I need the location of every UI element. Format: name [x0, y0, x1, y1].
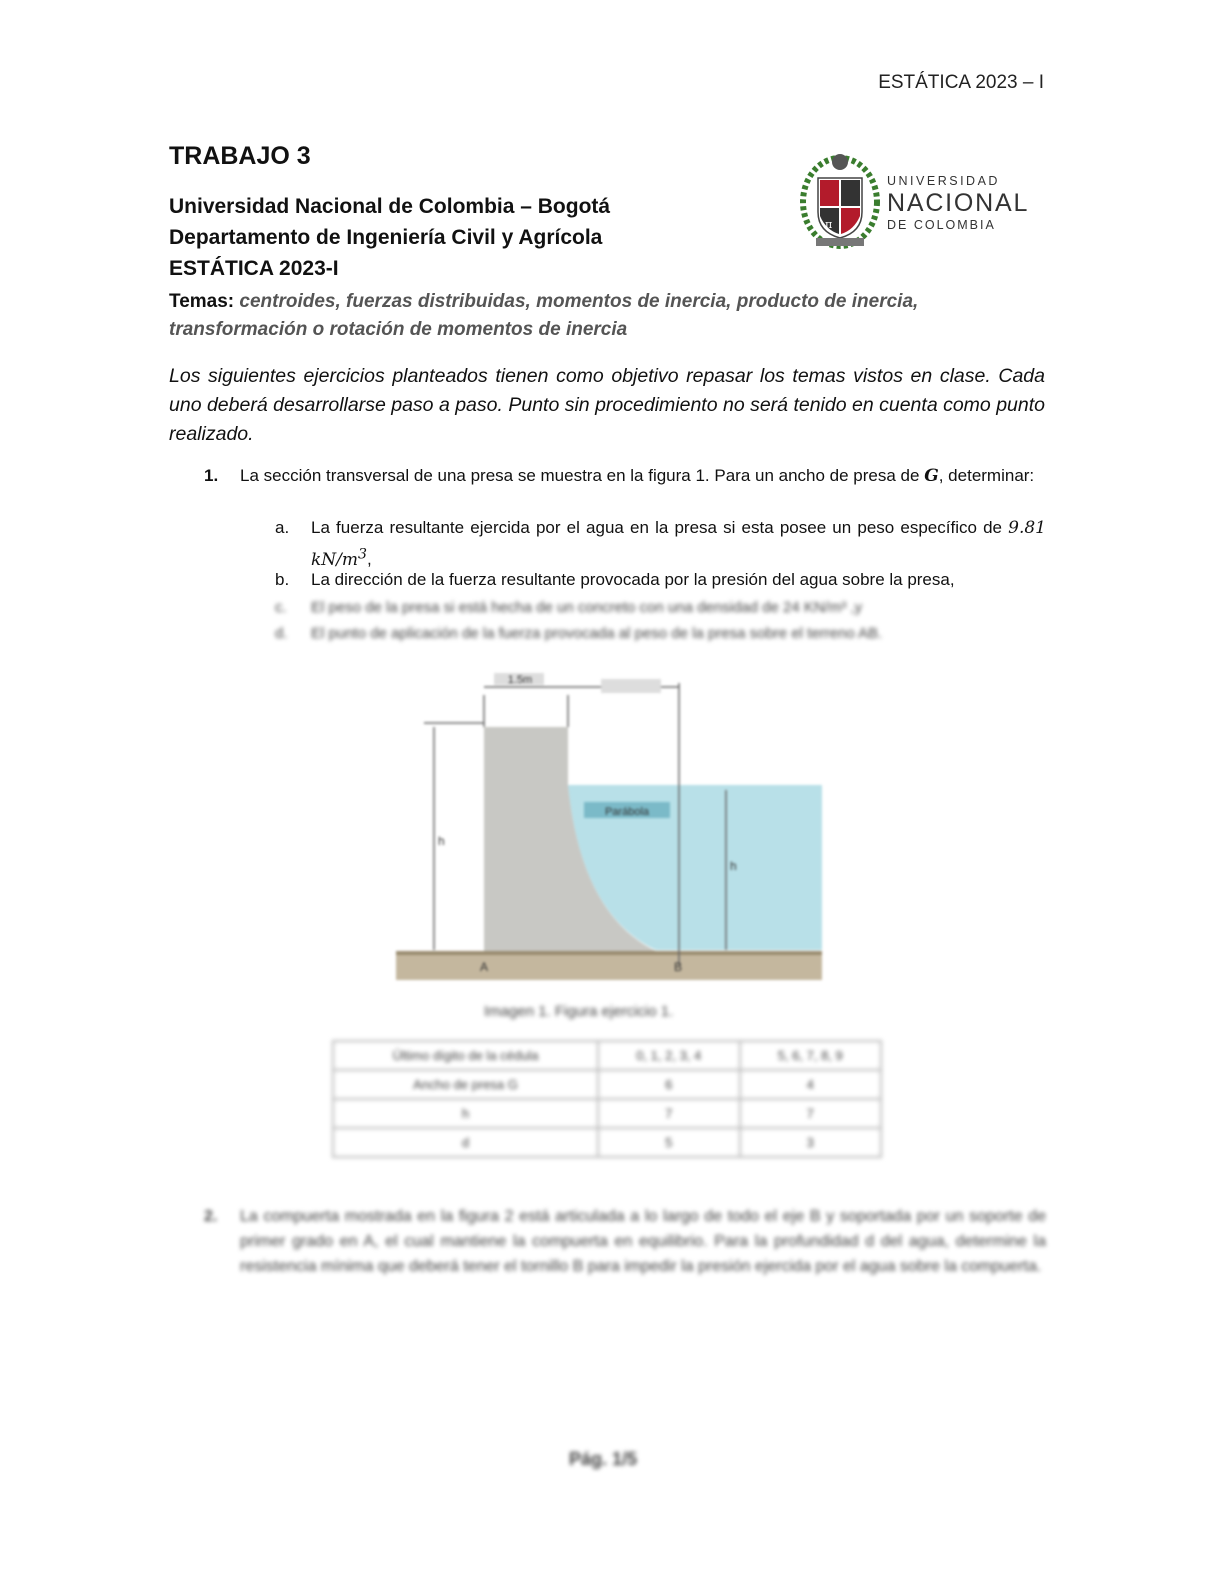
course-name: ESTÁTICA 2023-I [169, 257, 339, 280]
svg-text:π: π [825, 218, 833, 231]
university-seal-icon [800, 150, 880, 250]
table-header-cell: 5, 6, 7, 8, 9 [740, 1041, 882, 1070]
question-2-number: 2. [204, 1208, 218, 1225]
table-row [333, 1070, 881, 1099]
item-a-text: La fuerza resultante ejercida por el agua en la presa si esta posee un peso específico de [311, 518, 1002, 537]
question-1-text-before: La sección transversal de una presa se muestra en la figura 1. Para un ancho de presa de [240, 466, 925, 485]
table-cell: 4 [740, 1070, 882, 1099]
table-cell: h [333, 1099, 598, 1128]
table-header-row [333, 1041, 881, 1070]
table-row [333, 1128, 881, 1157]
item-b-label: b. [275, 570, 290, 589]
table-header-cell: Último dígito de la cédula [333, 1041, 598, 1070]
table-cell: 3 [740, 1128, 882, 1157]
right-dimension: h [730, 859, 737, 873]
department-name: Departamento de Ingeniería Civil y Agrícola [169, 226, 603, 249]
item-b-text: La dirección de la fuerza resultante provocada por la presión del agua sobre la presa, [311, 570, 955, 589]
item-a-math-base: 9.81 kN/m [311, 518, 1046, 570]
table-cell: 7 [598, 1099, 740, 1128]
table-header-cell: 0, 1, 2, 3, 4 [598, 1041, 740, 1070]
item-a-math-exp: 3 [358, 546, 368, 562]
topics-list: centroides, fuerzas distribuidas, momentos de inercia, producto de inercia, transformación o rotación de momentos de inercia [169, 291, 919, 340]
topics-label: Temas: [169, 291, 235, 312]
question-2-text: La compuerta mostrada en la figura 2 está articulada a lo largo de todo el eje B y soportada por un soporte de primer grado en A, el cual mantiene la compuerta en equilibrio. Para la profundidad d del agua, determine la resistencia mínima que deberá tener el tornillo B para impedir la presión ejercida por el agua sobre la compuerta. [240, 1208, 1046, 1275]
item-d-label: d. [275, 625, 288, 642]
table-cell: 5 [598, 1128, 740, 1157]
document-title: TRABAJO 3 [169, 142, 311, 170]
figure-caption: Imagen 1. Figura ejercicio 1. [484, 1003, 674, 1020]
logo-line-1: UNIVERSIDAD [887, 174, 1000, 188]
table-row [333, 1099, 881, 1128]
topics [169, 288, 1045, 344]
table-cell: 7 [740, 1099, 882, 1128]
left-dimension: h [438, 834, 445, 848]
question-1-number: 1. [204, 466, 219, 485]
point-b: B [674, 960, 683, 974]
point-a: A [480, 960, 489, 974]
item-a-label: a. [275, 518, 290, 537]
dam-figure [396, 665, 822, 980]
logo-line-3: DE COLOMBIA [887, 218, 996, 232]
top-dimension: 1.5m [507, 674, 533, 686]
parabola-label: Parábola [604, 806, 650, 818]
item-c-label: c. [275, 599, 287, 616]
university-logo-text [887, 174, 1029, 232]
item-d-text: El punto de aplicación de la fuerza provocada al peso de la presa sobre el terreno AB. [311, 625, 883, 642]
question-1-var: G [924, 466, 939, 486]
institution-name: Universidad Nacional de Colombia – Bogotá [169, 195, 611, 218]
item-c-text: El peso de la presa si está hecha de un concreto con una densidad de 24 KN/m³ ,y [311, 599, 863, 616]
page-number: Pág. 1/5 [569, 1449, 638, 1469]
course-header: ESTÁTICA 2023 – I [878, 72, 1044, 93]
question-1-text-after: , determinar: [938, 466, 1035, 485]
intro-paragraph: Los siguientes ejercicios planteados tienen como objetivo repasar los temas vistos en clase. Cada uno deberá desarrollarse paso a paso. Punto sin procedimiento no será tenido en cuenta como punto realizado. [169, 365, 1045, 445]
question-1-text [240, 463, 1046, 489]
table-cell: d [333, 1128, 598, 1157]
table-cell: 6 [598, 1070, 740, 1099]
item-a-tail: , [367, 549, 372, 569]
table-cell: Ancho de presa G [333, 1070, 598, 1099]
data-table [332, 1040, 882, 1158]
logo-line-2: NACIONAL [887, 189, 1030, 217]
